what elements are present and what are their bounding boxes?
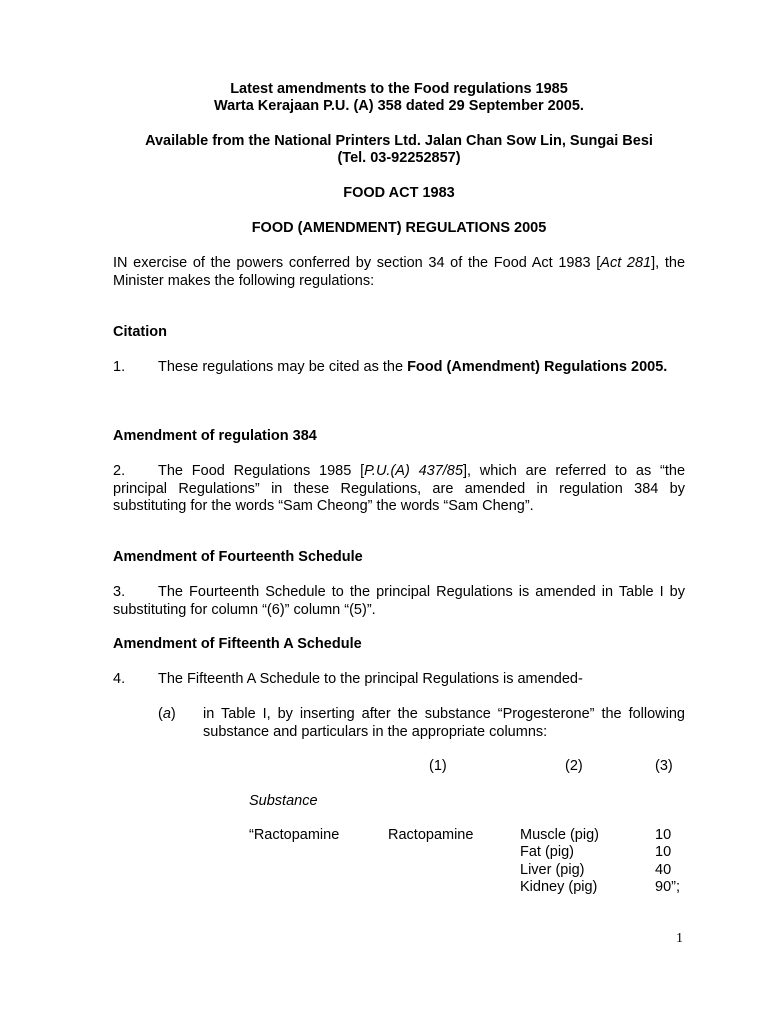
table-row-tissue: Fat (pig) [520,844,574,860]
paragraph-number: 4. [113,671,126,687]
paragraph-number: 3. [113,584,126,600]
substance-header: Substance [249,793,318,809]
column-header-3: (3) [655,758,673,774]
table-row-tissue: Liver (pig) [520,862,585,878]
header-line-3: Available from the National Printers Ltd. Jalan Chan Sow Lin, Sungai Besi [145,133,653,149]
sub-paragraph-label: (a) [158,706,176,722]
amendment-14-heading: Amendment of Fourteenth Schedule [113,549,363,565]
page-number: 1 [676,931,683,946]
amendment-384-text-a: The Food Regulations 1985 [ [158,463,365,479]
citation-title: Food (Amendment) Regulations 2005. [407,359,668,375]
intro-paragraph [113,255,685,290]
amendment-384-text-b: ], which are referred to as “the principal Regulations” in these Regulations, are amended in regulation 384 by substituting for the words “Sam Cheong” the words “Sam Cheng”. [113,463,686,514]
amendment-15a-heading: Amendment of Fifteenth A Schedule [113,636,362,652]
table-row-tissue: Kidney (pig) [520,879,598,895]
amendment-14-text: The Fourteenth Schedule to the principal Regulations is amended in Table I by substituting for column “(6)” column “(5)”. [113,584,685,618]
intro-text-b: ], the Minister makes the following regulations: [113,255,686,289]
amendment-15a-text: The Fifteenth A Schedule to the principal Regulations is amended- [158,671,583,687]
act-reference: Act 281 [600,255,652,271]
amendment-384-heading: Amendment of regulation 384 [113,428,317,444]
table-row-limit: 90”; [655,879,680,895]
act-title: FOOD ACT 1983 [343,185,455,201]
sub-paragraph-text: in Table I, by inserting after the substance “Progesterone” the following substance and particulars in the appropriate columns: [203,706,685,740]
table-row-limit: 10 [655,844,672,860]
header-line-1: Latest amendments to the Food regulations 1985 [230,81,568,97]
pu-reference: P.U.(A) 437/85 [364,463,463,479]
paragraph-number: 2. [113,463,126,479]
table-row-limit: 40 [655,862,672,878]
paragraph-number: 1. [113,359,126,375]
header-line-4: (Tel. 03-92252857) [337,150,461,166]
intro-text-a: IN exercise of the powers conferred by section 34 of the Food Act 1983 [ [113,255,601,271]
column-header-1: (1) [429,758,447,774]
table-row-tissue: Muscle (pig) [520,827,599,843]
amendment-14-paragraph [113,584,685,619]
citation-text: These regulations may be cited as the [158,359,408,375]
header-line-2: Warta Kerajaan P.U. (A) 358 dated 29 September 2005. [214,98,584,114]
amendment-15a-paragraph [113,671,685,689]
substance-name: “Ractopamine [249,827,340,843]
citation-heading: Citation [113,324,167,340]
citation-paragraph [113,359,685,377]
table-row-limit: 10 [655,827,672,843]
residue-name: Ractopamine [388,827,474,843]
amendment-384-paragraph [113,463,685,516]
regulations-title: FOOD (AMENDMENT) REGULATIONS 2005 [251,220,547,236]
column-header-2: (2) [565,758,583,774]
